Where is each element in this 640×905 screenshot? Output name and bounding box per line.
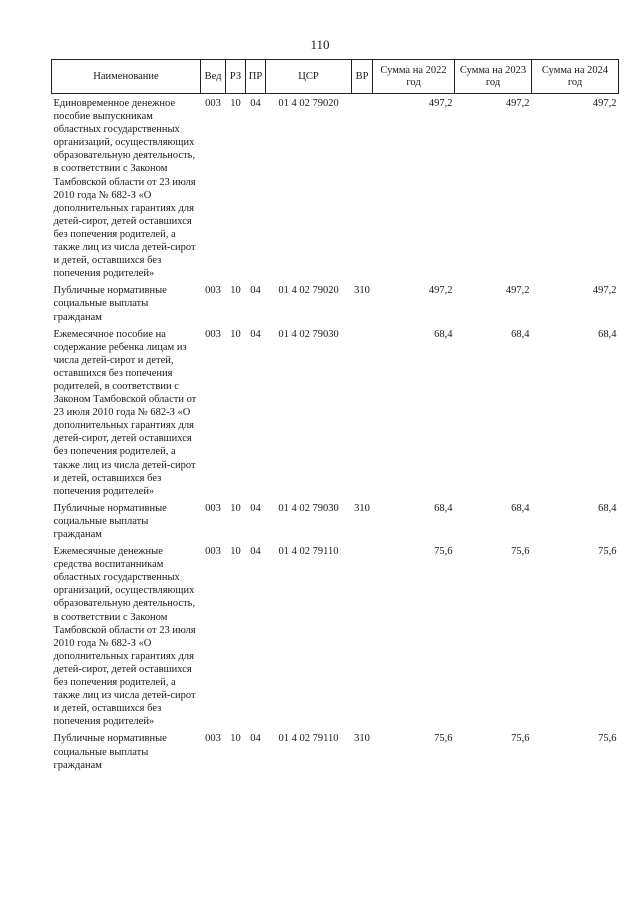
row-sum-2022: 497,2 xyxy=(428,98,453,109)
table-row xyxy=(52,541,619,728)
row-sum-2023: 68,4 xyxy=(511,502,530,514)
row-sum-2023: 497,2 xyxy=(505,285,530,297)
row-ved: 003 xyxy=(205,733,221,745)
row-pr: 04 xyxy=(250,733,261,745)
row-pr: 04 xyxy=(250,546,261,558)
row-sum-2023: 75,6 xyxy=(511,546,530,558)
row-pr: 04 xyxy=(250,285,261,297)
row-ved: 003 xyxy=(205,328,221,340)
row-sum-2022: 75,6 xyxy=(434,733,453,745)
row-csr: 01 4 02 79030 xyxy=(278,502,339,514)
header-sum-2024: Сумма на 2024 год xyxy=(532,60,619,94)
row-name: Ежемесячное пособие на содержание ребенка лицам из числа детей-сирот и детей, оставшихся без попечения родителей, в соответствии с Законом Тамбовской области от 23 июля 2010 года № 682-З «О дополнительных гарантиях для детей-сирот, детей оставшихся без попечения родителей, а также лиц из числа детей-сирот и детей, оставшихся без попечения родителей» xyxy=(53,328,197,497)
budget-table xyxy=(51,59,619,772)
row-name: Публичные нормативные социальные выплаты гражданам xyxy=(53,502,167,540)
table-row xyxy=(52,280,619,323)
table-row xyxy=(52,498,619,541)
row-sum-2024: 68,4 xyxy=(598,328,617,340)
row-sum-2022: 75,6 xyxy=(434,546,453,558)
row-pr: 04 xyxy=(250,98,261,109)
header-vr: ВР xyxy=(352,60,373,94)
row-sum-2022: 68,4 xyxy=(434,328,453,340)
row-csr: 01 4 02 79020 xyxy=(278,285,339,297)
row-sum-2024: 75,6 xyxy=(598,733,617,745)
header-name: Наименование xyxy=(52,60,201,94)
row-sum-2023: 75,6 xyxy=(511,733,530,745)
row-csr: 01 4 02 79110 xyxy=(278,546,339,558)
row-rz: 10 xyxy=(230,546,241,558)
row-rz: 10 xyxy=(230,502,241,514)
row-pr: 04 xyxy=(250,328,261,340)
row-ved: 003 xyxy=(205,502,221,514)
header-pr: ПР xyxy=(246,60,266,94)
row-rz: 10 xyxy=(230,98,241,109)
row-name: Публичные нормативные социальные выплаты гражданам xyxy=(53,285,167,323)
row-ved: 003 xyxy=(205,98,221,109)
row-csr: 01 4 02 79030 xyxy=(278,328,339,340)
row-vr: 310 xyxy=(354,502,370,514)
row-sum-2023: 68,4 xyxy=(511,328,530,340)
row-sum-2024: 68,4 xyxy=(598,502,617,514)
table-row xyxy=(52,324,619,498)
header-sum-2023: Сумма на 2023 год xyxy=(455,60,532,94)
header-rz: РЗ xyxy=(226,60,246,94)
row-vr xyxy=(352,324,373,498)
row-name: Ежемесячные денежные средства воспитанникам областных государственных организаций, осуществляющих образовательную деятельность, в соответствии с Законом Тамбовской области от 23 июля 2010 года № 682-З «О дополнительных гарантиях для детей-сирот, детей оставшихся без попечения родителей, а также лиц из числа детей-сирот и детей, оставшихся без попечения родителей» xyxy=(53,546,196,728)
table-row xyxy=(52,94,619,281)
row-vr: 310 xyxy=(354,285,370,297)
row-pr: 04 xyxy=(250,502,261,514)
row-name: Единовременное денежное пособие выпускникам областных государственных организаций, осуществляющих образовательную деятельность, в соответствии с Законом Тамбовской области от 23 июля 2010 года № 682-З «О дополнительных гарантиях для детей-сирот, детей оставшихся без попечения родителей, а также лиц из числа детей-сирот и детей, оставшихся без попечения родителей» xyxy=(53,98,196,280)
table-row xyxy=(52,728,619,771)
row-rz: 10 xyxy=(230,733,241,745)
row-sum-2022: 68,4 xyxy=(434,502,453,514)
row-sum-2023: 497,2 xyxy=(505,98,530,109)
row-vr: 310 xyxy=(354,733,370,745)
table-header-row xyxy=(52,60,619,94)
row-sum-2024: 497,2 xyxy=(592,98,617,109)
row-sum-2024: 497,2 xyxy=(592,285,617,297)
row-ved: 003 xyxy=(205,546,221,558)
row-vr xyxy=(352,94,373,281)
page-number: 110 xyxy=(310,37,330,52)
header-ved: Вед xyxy=(201,60,226,94)
row-csr: 01 4 02 79020 xyxy=(278,98,339,109)
header-csr: ЦСР xyxy=(266,60,352,94)
row-vr xyxy=(352,541,373,728)
row-rz: 10 xyxy=(230,285,241,297)
row-sum-2022: 497,2 xyxy=(428,285,453,297)
row-rz: 10 xyxy=(230,328,241,340)
row-sum-2024: 75,6 xyxy=(598,546,617,558)
row-ved: 003 xyxy=(205,285,221,297)
row-name: Публичные нормативные социальные выплаты гражданам xyxy=(53,733,167,771)
row-csr: 01 4 02 79110 xyxy=(278,733,339,745)
header-sum-2022: Сумма на 2022 год xyxy=(373,60,455,94)
